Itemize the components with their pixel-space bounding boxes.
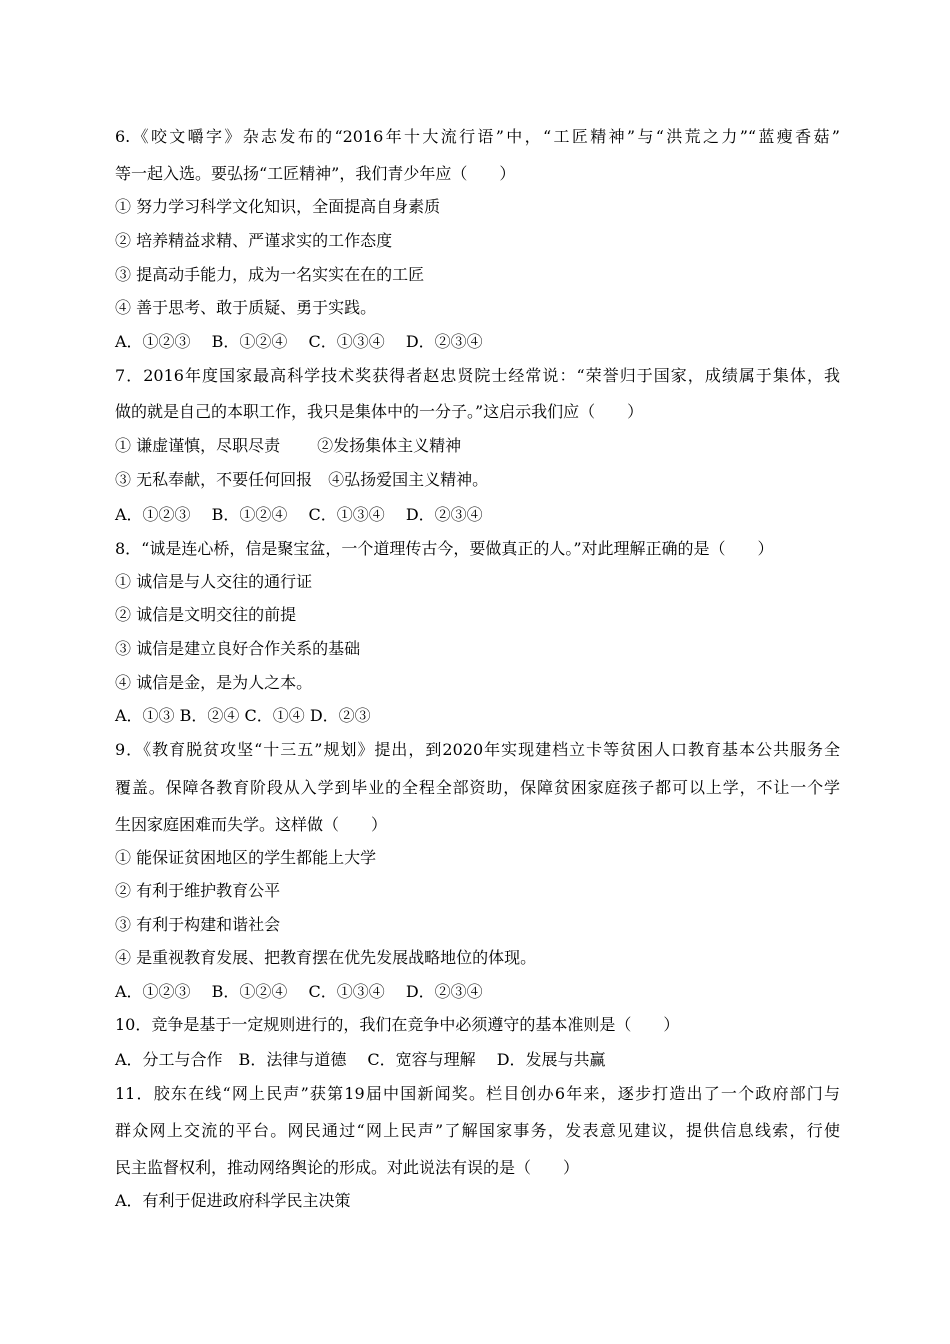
q9-options: A．①②③ B．①②④ C．①③④ D．②③④ — [115, 982, 483, 1001]
q6-item-2: ② 培养精益求精、严谨求实的工作态度 — [115, 231, 393, 250]
q11-stem-line-3: 民主监督权利，推动网络舆论的形成。对此说法有误的是（ ） — [115, 1158, 580, 1177]
q6-item-4: ④ 善于思考、敢于质疑、勇于实践。 — [115, 298, 377, 317]
q11-stem-line-1: 11．胶东在线“网上民声”获第19届中国新闻奖。栏目创办6年来，逐步打造出了一个政府部门与 — [115, 1084, 840, 1103]
q7-stem-line-1: 7．2016年度国家最高科学技术奖获得者赵忠贤院士经常说：“荣誉归于国家，成绩属于集体，我 — [115, 366, 840, 385]
q6-item-1: ① 努力学习科学文化知识，全面提高自身素质 — [115, 197, 441, 216]
q6-item-3: ③ 提高动手能力，成为一名实实在在的工匠 — [115, 265, 425, 284]
q6-stem-line-1: 6.《咬文嚼字》杂志发布的“2016年十大流行语”中，“工匠精神”与“洪荒之力”“蓝瘦香菇” — [115, 127, 840, 146]
q7-item-2: ③ 无私奉献，不要任何回报 ④弘扬爱国主义精神。 — [115, 470, 489, 489]
q9-item-2: ② 有利于维护教育公平 — [115, 881, 281, 900]
q9-item-3: ③ 有利于构建和谐社会 — [115, 915, 281, 934]
q11-stem-line-2: 群众网上交流的平台。网民通过“网上民声”了解国家事务，发表意见建议，提供信息线索，行使 — [115, 1121, 840, 1140]
q9-item-1: ① 能保证贫困地区的学生都能上大学 — [115, 848, 377, 867]
q6-stem-line-2: 等一起入选。要弘扬“工匠精神”，我们青少年应（ ） — [115, 164, 516, 183]
q8-item-1: ① 诚信是与人交往的通行证 — [115, 572, 313, 591]
q9-stem-line-1: 9．《教育脱贫攻坚“十三五”规划》提出，到2020年实现建档立卡等贫困人口教育基本公共服务全 — [115, 740, 840, 759]
q10-options: A．分工与合作 B．法律与道德 C．宽容与理解 D．发展与共赢 — [115, 1050, 606, 1069]
q8-options: A．①③ B．②④ C．①④ D．②③ — [115, 706, 371, 725]
q7-options: A．①②③ B．①②④ C．①③④ D．②③④ — [115, 505, 483, 524]
q11-option-a: A．有利于促进政府科学民主决策 — [115, 1191, 351, 1210]
q8-item-4: ④ 诚信是金，是为人之本。 — [115, 673, 313, 692]
q7-stem-line-2: 做的就是自己的本职工作，我只是集体中的一分子。”这启示我们应（ ） — [115, 402, 644, 421]
q9-stem-line-3: 生因家庭困难而失学。这样做（ ） — [115, 815, 388, 834]
q9-item-4: ④ 是重视教育发展、把教育摆在优先发展战略地位的体现。 — [115, 948, 537, 967]
q7-item-1: ① 谦虚谨慎，尽职尽责 ②发扬集体主义精神 — [115, 436, 462, 455]
q10-stem-line-1: 10．竞争是基于一定规则进行的，我们在竞争中必须遵守的基本准则是（ ） — [115, 1015, 680, 1034]
q8-item-3: ③ 诚信是建立良好合作关系的基础 — [115, 639, 361, 658]
q8-stem-line-1: 8．“诚是连心桥，信是聚宝盆，一个道理传古今，要做真正的人。”对此理解正确的是（ ） — [115, 539, 774, 558]
q8-item-2: ② 诚信是文明交往的前提 — [115, 605, 297, 624]
q9-stem-line-2: 覆盖。保障各教育阶段从入学到毕业的全程全部资助，保障贫困家庭孩子都可以上学，不让一个学 — [115, 778, 840, 797]
q6-options: A．①②③ B．①②④ C．①③④ D．②③④ — [115, 332, 483, 351]
